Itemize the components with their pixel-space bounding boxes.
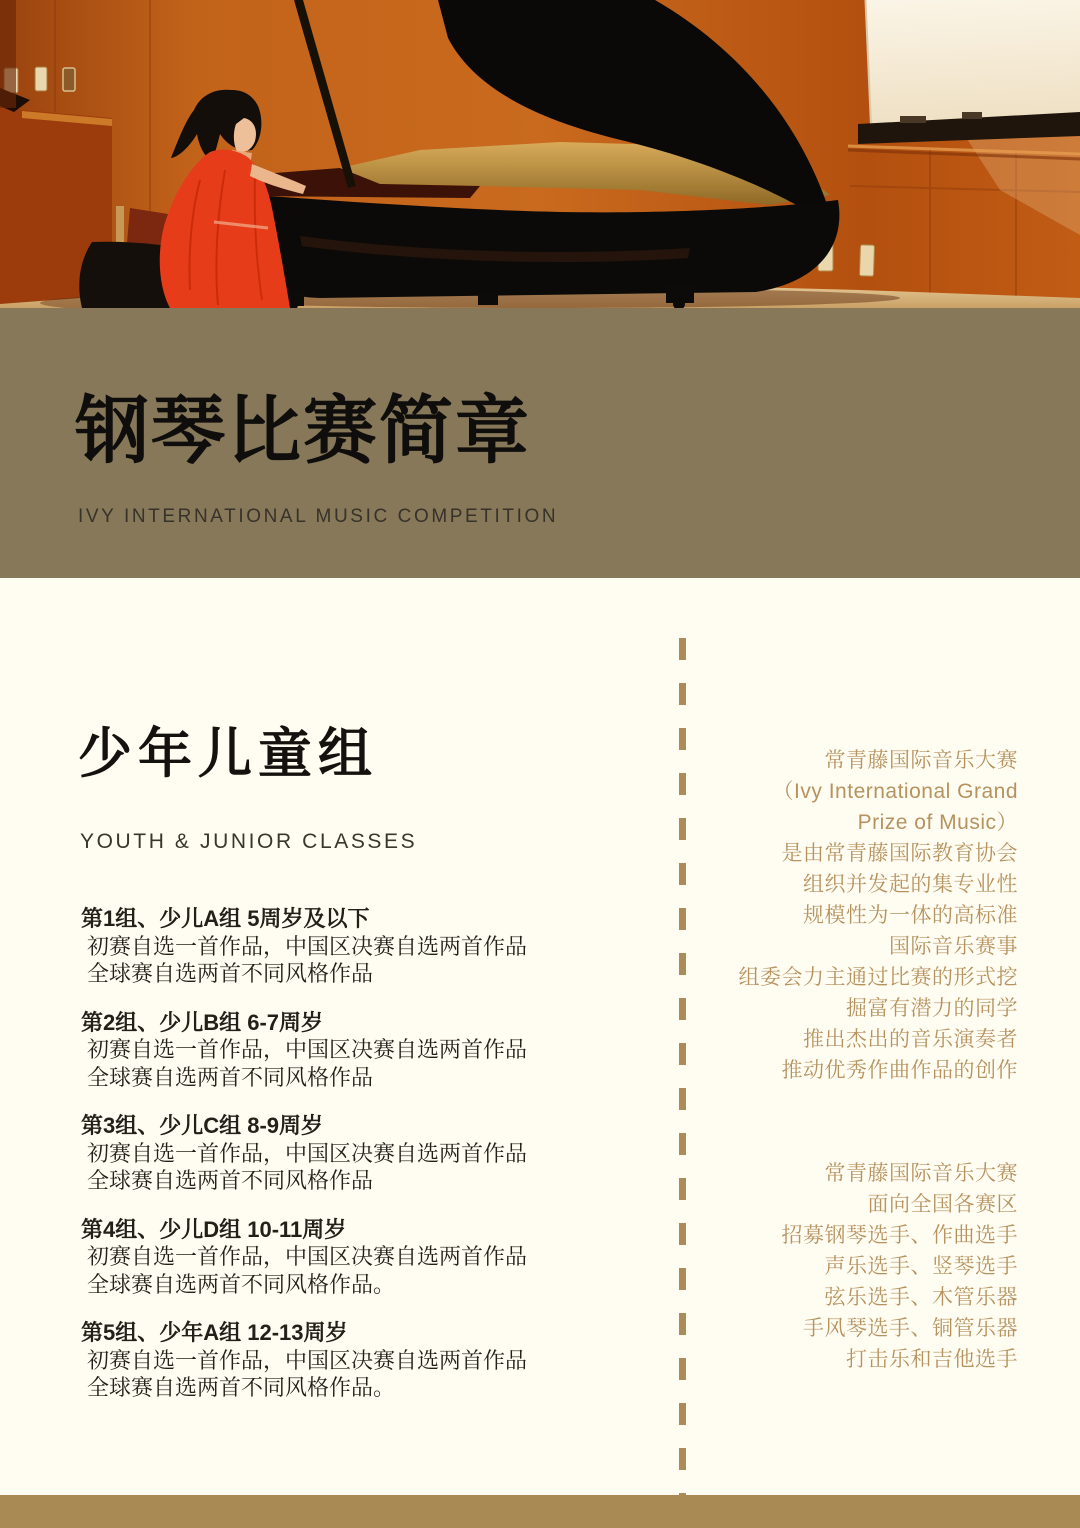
recruit-line: 招募钢琴选手、作曲选手 [781,1224,1018,1247]
recital-photo [0,0,1080,308]
title-banner [0,308,1080,578]
recruit-line: 声乐选手、竖琴选手 [824,1255,1018,1278]
recruit-line: 常青藤国际音乐大赛 [824,1162,1018,1185]
age-group-title: 第4组、少儿D组 10-11周岁 [81,1216,347,1242]
age-group-detail: 全球赛自选两首不同风格作品 [87,961,374,986]
age-group-detail: 初赛自选一首作品，中国区决赛自选两首作品 [87,1244,528,1269]
recruit-line: 面向全国各赛区 [867,1193,1018,1216]
age-group-detail: 全球赛自选两首不同风格作品 [87,1064,374,1090]
section-heading: 少年儿童组 [78,724,378,784]
age-groups-list [81,905,641,1423]
intro-line: 掘富有潜力的同学 [846,997,1018,1020]
intro-line: Prize of Music） [857,811,1018,834]
intro-line: 是由常青藤国际教育协会 [781,842,1018,865]
age-group-detail: 初赛自选一首作品，中国区决赛自选两首作品 [87,1347,528,1373]
age-group-detail: 初赛自选一首作品，中国区决赛自选两首作品 [87,933,528,959]
age-group-title: 第1组、少儿A组 5周岁及以下 [81,906,370,931]
recruit-line: 手风琴选手、铜管乐器 [803,1317,1018,1340]
age-group-title: 第3组、少儿C组 8-9周岁 [81,1113,324,1138]
age-group-title: 第2组、少儿B组 6-7周岁 [81,1009,324,1035]
intro-line: 组织并发起的集专业性 [803,873,1018,896]
recruitment-info [700,1158,1018,1375]
age-group-3 [81,1112,641,1195]
music-stand-pole [116,206,124,246]
age-group-5 [81,1319,641,1402]
tray-mark [900,116,926,123]
age-group-4 [81,1216,641,1299]
age-group-2 [81,1009,641,1092]
intro-line: 规模性为一体的高标准 [803,904,1018,927]
intro-line: 常青藤国际音乐大赛 [824,749,1018,772]
section-subheading: YOUTH & JUNIOR CLASSES [80,830,418,853]
intro-line: 推动优秀作曲作品的创作 [781,1059,1018,1082]
footer-bar [0,1495,1080,1528]
age-group-detail: 初赛自选一首作品，中国区决赛自选两首作品 [87,1037,528,1062]
recital-photo-svg [0,0,1080,308]
recruit-line: 弦乐选手、木管乐器 [824,1286,1018,1309]
about-column [700,745,1018,1375]
intro-line: 国际音乐赛事 [889,935,1018,958]
page-title: 钢琴比赛简章 [75,389,531,472]
recruit-line: 打击乐和吉他选手 [846,1348,1018,1371]
intro-line: 推出杰出的音乐演奏者 [803,1028,1018,1051]
age-group-title: 第5组、少年A组 12-13周岁 [81,1320,348,1345]
age-group-detail: 全球赛自选两首不同风格作品。 [87,1271,396,1297]
dashed-divider [679,638,686,1496]
intro-line: （Ivy International Grand [772,780,1018,803]
tray-mark [962,112,982,119]
age-group-detail: 全球赛自选两首不同风格作品。 [87,1375,396,1400]
intro-line: 组委会力主通过比赛的形式挖 [738,966,1018,989]
page-subtitle: IVY INTERNATIONAL MUSIC COMPETITION [78,506,559,527]
piano-leg [478,292,498,305]
age-group-detail: 全球赛自选两首不同风格作品 [87,1168,374,1193]
age-group-1 [81,905,641,988]
competition-intro [700,745,1018,1086]
age-group-detail: 初赛自选一首作品，中国区决赛自选两首作品 [87,1140,528,1166]
